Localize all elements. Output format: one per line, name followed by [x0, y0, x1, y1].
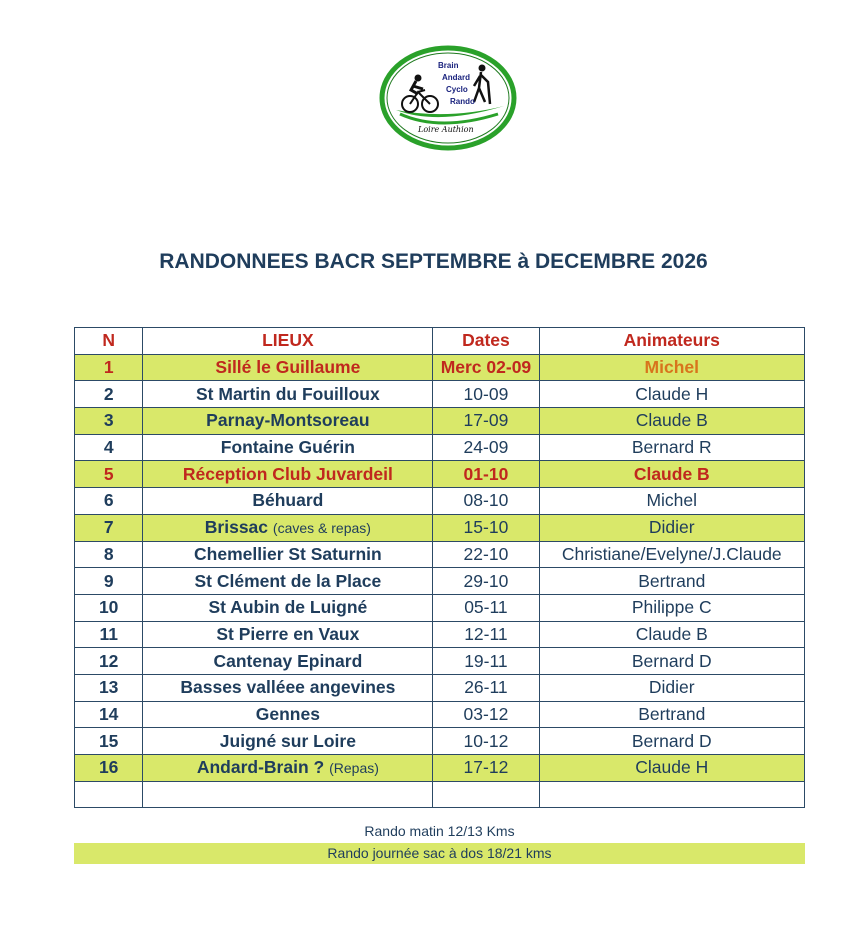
row-animateur: Philippe C [539, 594, 804, 621]
legend-journee: Rando journée sac à dos 18/21 kms [74, 843, 805, 864]
row-lieu [143, 621, 433, 648]
row-number: 5 [75, 461, 143, 488]
table-row [75, 621, 805, 648]
row-animateur: Claude H [539, 755, 804, 782]
logo-word-rando: Rando [450, 97, 475, 106]
row-number: 14 [75, 701, 143, 728]
row-lieu [143, 541, 433, 568]
row-animateur: Didier [539, 514, 804, 541]
logo-tagline: Loire Authion [418, 125, 474, 134]
row-number: 13 [75, 674, 143, 701]
logo-word-brain: Brain [438, 61, 459, 70]
row-lieu [143, 488, 433, 515]
row-date: 12-11 [433, 621, 539, 648]
table-row-empty [75, 781, 805, 808]
row-animateur: Claude B [539, 408, 804, 435]
row-animateur [539, 781, 804, 808]
row-number: 10 [75, 594, 143, 621]
row-animateur: Bernard R [539, 434, 804, 461]
row-lieu [143, 755, 433, 782]
row-date: 01-10 [433, 461, 539, 488]
row-date: 15-10 [433, 514, 539, 541]
table-row [75, 461, 805, 488]
row-date: Merc 02-09 [433, 354, 539, 381]
row-number: 7 [75, 514, 143, 541]
lieu-name: Chemellier St Saturnin [194, 543, 382, 564]
row-number: 15 [75, 728, 143, 755]
page-title: RANDONNEES BACR SEPTEMBRE à DECEMBRE 2026 [159, 250, 708, 273]
row-animateur: Bertrand [539, 568, 804, 595]
row-lieu [143, 354, 433, 381]
row-number: 11 [75, 621, 143, 648]
row-number: 4 [75, 434, 143, 461]
row-lieu [143, 461, 433, 488]
table-row [75, 594, 805, 621]
row-animateur: Claude B [539, 461, 804, 488]
row-date: 03-12 [433, 701, 539, 728]
row-date: 29-10 [433, 568, 539, 595]
table-header-row [75, 328, 805, 355]
header-n: N [75, 328, 143, 355]
row-number: 9 [75, 568, 143, 595]
lieu-name: Cantenay Epinard [213, 650, 363, 671]
lieu-name: Parnay-Montsoreau [206, 410, 370, 431]
lieu-name: St Pierre en Vaux [216, 623, 360, 644]
row-animateur: Bernard D [539, 648, 804, 675]
row-lieu [143, 594, 433, 621]
row-animateur: Michel [539, 488, 804, 515]
row-date: 19-11 [433, 648, 539, 675]
row-lieu [143, 701, 433, 728]
row-animateur: Bernard D [539, 728, 804, 755]
table-row [75, 755, 805, 782]
row-date: 26-11 [433, 674, 539, 701]
table-row [75, 648, 805, 675]
table-row [75, 354, 805, 381]
table-row [75, 701, 805, 728]
lieu-name: Béhuard [252, 490, 324, 511]
row-number: 3 [75, 408, 143, 435]
legend-matin: Rando matin 12/13 Kms [364, 823, 515, 839]
row-date: 17-09 [433, 408, 539, 435]
row-number [75, 781, 143, 808]
table-row [75, 541, 805, 568]
row-date: 10-12 [433, 728, 539, 755]
lieu-note: (caves & repas) [272, 520, 371, 537]
row-date [433, 781, 539, 808]
lieu-name: St Aubin de Luigné [208, 597, 368, 618]
lieu-name: Gennes [255, 703, 320, 724]
row-lieu [143, 568, 433, 595]
lieu-name: Fontaine Guérin [220, 437, 355, 458]
row-animateur: Claude H [539, 381, 804, 408]
table-row [75, 488, 805, 515]
table-row [75, 381, 805, 408]
lieu-name: Brissac [204, 517, 269, 538]
header-animateurs: Animateurs [539, 328, 804, 355]
lieu-name: Andard-Brain ? [196, 757, 325, 778]
row-number: 6 [75, 488, 143, 515]
row-lieu [143, 381, 433, 408]
row-date: 05-11 [433, 594, 539, 621]
row-lieu [143, 648, 433, 675]
header-lieux: LIEUX [143, 328, 433, 355]
table-row [75, 674, 805, 701]
lieu-name: Juigné sur Loire [219, 730, 356, 751]
row-date: 17-12 [433, 755, 539, 782]
row-number: 12 [75, 648, 143, 675]
header-dates: Dates [433, 328, 539, 355]
row-number: 16 [75, 755, 143, 782]
logo-word-cyclo: Cyclo [446, 85, 468, 94]
table-row [75, 514, 805, 541]
lieu-name: St Clément de la Place [194, 570, 382, 591]
row-date: 10-09 [433, 381, 539, 408]
lieu-note: (Repas) [329, 760, 379, 777]
table-row [75, 408, 805, 435]
row-animateur: Bertrand [539, 701, 804, 728]
row-date: 24-09 [433, 434, 539, 461]
row-lieu [143, 728, 433, 755]
row-number: 2 [75, 381, 143, 408]
row-lieu [143, 674, 433, 701]
row-number: 8 [75, 541, 143, 568]
row-date: 08-10 [433, 488, 539, 515]
row-animateur: Michel [539, 354, 804, 381]
table-row [75, 568, 805, 595]
table-row [75, 434, 805, 461]
row-animateur: Didier [539, 674, 804, 701]
table-row [75, 728, 805, 755]
row-animateur: Claude B [539, 621, 804, 648]
club-logo [378, 44, 518, 152]
lieu-name: Réception Club Juvardeil [182, 463, 393, 484]
row-date: 22-10 [433, 541, 539, 568]
row-lieu [143, 408, 433, 435]
logo-word-andard: Andard [442, 73, 470, 82]
schedule-table [74, 327, 805, 808]
row-animateur: Christiane/Evelyne/J.Claude [539, 541, 804, 568]
row-lieu [143, 514, 433, 541]
lieu-name: Basses valléee angevines [180, 677, 396, 698]
lieu-name: St Martin du Fouilloux [196, 383, 380, 404]
lieu-name: Sillé le Guillaume [215, 357, 361, 378]
row-lieu [143, 434, 433, 461]
row-number: 1 [75, 354, 143, 381]
row-lieu [143, 781, 433, 808]
